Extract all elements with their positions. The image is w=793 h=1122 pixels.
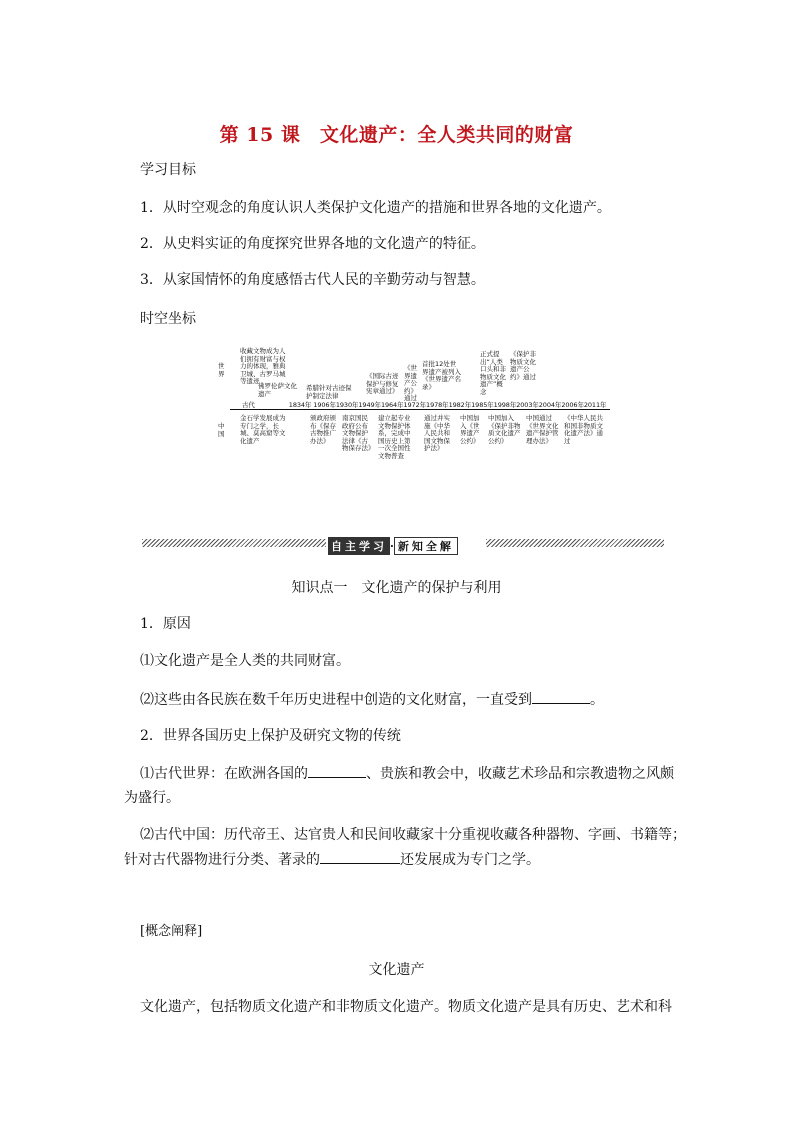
axis-label: 2004年 xyxy=(538,401,562,409)
china-event: 中国加入《保护非物质文化遗产公约》 xyxy=(488,414,521,445)
reason-heading: 1．原因 xyxy=(140,616,191,632)
axis-label: 1949年 xyxy=(358,401,381,409)
world-event: 佛罗伦萨文化遗产 xyxy=(258,382,297,398)
reason-2 xyxy=(140,689,604,710)
china-event: 通过并实施《中华人民共和国文物保护法》 xyxy=(424,414,450,452)
goal-item: 1．从时空观念的角度认识人类保护文化遗产的措施和世界各地的文化遗产。 xyxy=(140,200,611,216)
timeline-axis-labels xyxy=(242,402,612,410)
fill-blank[interactable] xyxy=(320,849,400,864)
tradition-2-text: 针对古代器物进行分类、著录的 xyxy=(124,852,320,868)
china-event: 南京国民政府公布文物保护法律《古物保存法》 xyxy=(342,414,375,452)
concept-heading: 文化遗产 xyxy=(368,962,425,978)
band-hatch-left xyxy=(142,539,326,547)
band-label-left: 自主学习 xyxy=(328,537,390,555)
axis-label: 2011年 xyxy=(583,401,607,409)
band-dot: · xyxy=(390,540,394,553)
goal-item: 3．从家国情怀的角度感悟古代人民的辛勤劳动与智慧。 xyxy=(140,272,485,288)
goals-heading: 学习目标 xyxy=(140,162,196,178)
tradition-1-text-end: 、贵族和教会中，收藏艺术珍品和宗教遗物之风颇 xyxy=(366,766,674,782)
world-event: 《世界遗产公约》通过 xyxy=(404,364,417,402)
section-band xyxy=(328,535,458,555)
reason-1: ⑴文化遗产是全人类的共同财富。 xyxy=(140,653,350,669)
world-event: 《保护非物质文化遗产公约》通过 xyxy=(510,350,536,381)
china-event: 颁政府颁布《保存古物推广办法》 xyxy=(310,414,336,445)
axis-label: 1964年 xyxy=(380,401,404,409)
tradition-2-text-end: 还发展成为专门之学。 xyxy=(400,852,540,868)
world-event: 首批12处世界遗产被列入《世界遗产名录》 xyxy=(422,360,461,391)
axis-label: 2006年 xyxy=(561,401,584,409)
axis-label: 1982年 xyxy=(448,401,472,409)
timeline-china-label: 中国 xyxy=(218,422,225,438)
tradition-heading: 2．世界各国历史上保护及研究文物的传统 xyxy=(140,728,401,744)
world-event: 正式提出“人类口头和非物质文化遗产”概念 xyxy=(480,350,506,396)
axis-label: 1978年 xyxy=(426,401,449,409)
axis-label: 1998年 xyxy=(493,401,517,409)
axis-label: 1930年 xyxy=(335,401,359,409)
fill-blank[interactable] xyxy=(532,689,590,704)
axis-label: 1985年 xyxy=(471,401,494,409)
timeline-heading: 时空坐标 xyxy=(140,311,196,327)
world-event: 希腊针对古迹保护制定法律 xyxy=(306,384,352,400)
axis-label: 1906年 xyxy=(313,401,336,409)
world-event: 《国际古迹保护与修复宪章通过》 xyxy=(366,372,399,395)
tradition-2-line2 xyxy=(124,849,540,870)
china-event: 中国通过《世界文化遗产保护管理办法》 xyxy=(526,414,559,445)
reason-2-end: 。 xyxy=(590,692,604,708)
axis-label: 2003年 xyxy=(516,401,539,409)
page-title: 第 15 课 文化遗产：全人类共同的财富 xyxy=(219,124,574,146)
tradition-1 xyxy=(140,763,674,784)
china-event: 建立起专业文物保护体系，完成中国历史上第一次全国性文物普查 xyxy=(378,414,411,460)
world-event: 收藏文物成为人们拥有财富与权力的体现，雅典卫城、古罗马城等遗迹 xyxy=(240,347,286,385)
concept-tag: [概念阐释] xyxy=(140,924,203,939)
china-event: 《中华人民共和国非物质文化遗产法》通过 xyxy=(564,414,603,445)
china-event: 金石学发展成为专门之学，长城、莫高窟等文化遗产 xyxy=(240,414,286,445)
section-heading: 知识点一 文化遗产的保护与利用 xyxy=(291,580,502,596)
axis-label: 古代 xyxy=(242,401,255,409)
tradition-2-line1: ⑵古代中国：历代帝王、达官贵人和民间收藏家十分重视收藏各种器物、字画、书籍等； xyxy=(140,827,686,843)
fill-blank[interactable] xyxy=(308,763,366,778)
timeline-figure xyxy=(218,345,610,460)
axis-label: 1972年 xyxy=(403,401,427,409)
concept-body: 文化遗产，包括物质文化遗产和非物质文化遗产。物质文化遗产是具有历史、艺术和科 xyxy=(140,999,672,1015)
tradition-1-text: ⑴古代世界：在欧洲各国的 xyxy=(140,766,308,782)
china-event: 中国加入《世界遗产公约》 xyxy=(460,414,480,445)
reason-2-text: ⑵这些由各民族在数千年历史进程中创造的文化财富，一直受到 xyxy=(140,692,532,708)
goal-item: 2．从史料实证的角度探究世界各地的文化遗产的特征。 xyxy=(140,236,485,252)
band-hatch-right xyxy=(486,539,664,547)
tradition-1-cont: 为盛行。 xyxy=(124,790,180,806)
axis-label: 1834年 xyxy=(288,401,312,409)
timeline-world-label: 世界 xyxy=(218,362,225,378)
band-label-right: 新知全解 xyxy=(394,537,458,555)
